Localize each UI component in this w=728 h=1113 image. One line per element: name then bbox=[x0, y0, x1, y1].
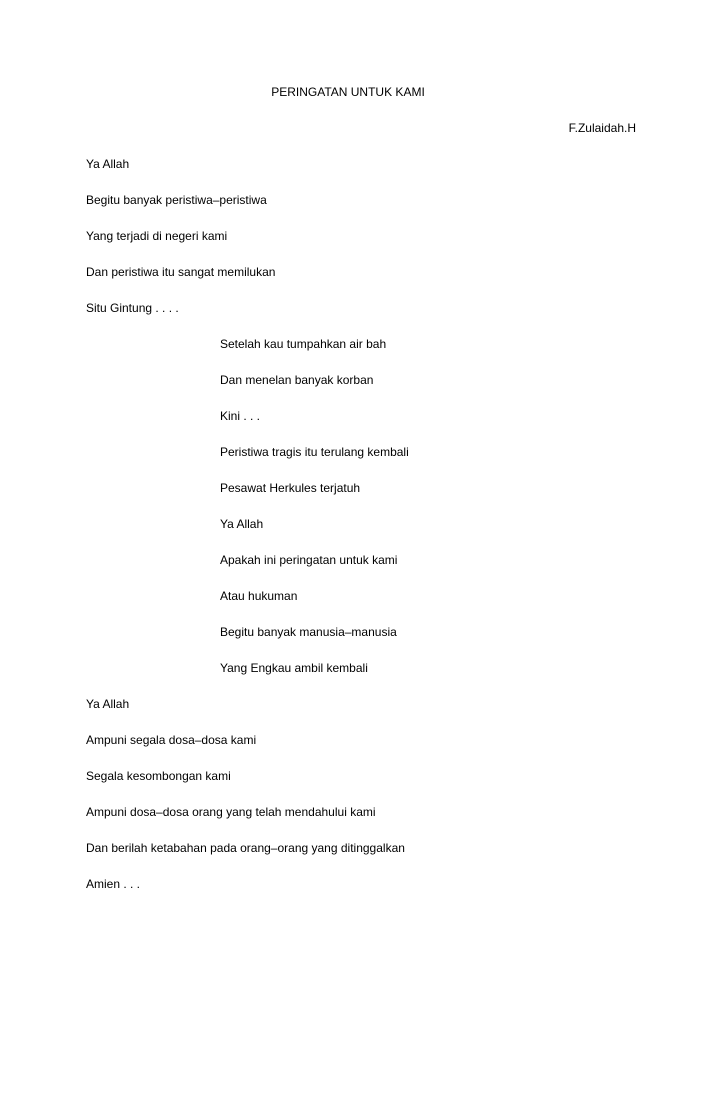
poem-line: Dan berilah ketabahan pada orang–orang yang ditinggalkan bbox=[86, 841, 405, 855]
poem-line: Setelah kau tumpahkan air bah bbox=[220, 337, 387, 351]
poem-line: Peristiwa tragis itu terulang kembali bbox=[220, 445, 409, 459]
poem-line: Dan peristiwa itu sangat memilukan bbox=[86, 265, 276, 279]
poem-line: Ampuni segala dosa–dosa kami bbox=[86, 733, 257, 747]
poem-line: Pesawat Herkules terjatuh bbox=[220, 481, 361, 495]
poem-line: Situ Gintung . . . . bbox=[86, 301, 179, 315]
poem-line: Segala kesombongan kami bbox=[86, 769, 231, 783]
poem-line: Apakah ini peringatan untuk kami bbox=[220, 553, 398, 567]
poem-line: Ya Allah bbox=[86, 157, 130, 171]
author-name: F.Zulaidah.H bbox=[568, 121, 636, 135]
poem-body bbox=[86, 156, 409, 912]
poem-line: Atau hukuman bbox=[220, 589, 298, 603]
poem-line: Ya Allah bbox=[220, 517, 264, 531]
page-title: PERINGATAN UNTUK KAMI bbox=[271, 85, 425, 99]
poem-line: Begitu banyak peristiwa–peristiwa bbox=[86, 193, 267, 207]
poem-line: Amien . . . bbox=[86, 877, 141, 891]
poem-line: Yang terjadi di negeri kami bbox=[86, 229, 228, 243]
poem-line: Ampuni dosa–dosa orang yang telah mendahului kami bbox=[86, 805, 376, 819]
poem-line: Kini . . . bbox=[220, 409, 261, 423]
poem-line: Dan menelan banyak korban bbox=[220, 373, 374, 387]
poem-line: Begitu banyak manusia–manusia bbox=[220, 625, 397, 639]
poem-line: Yang Engkau ambil kembali bbox=[220, 661, 368, 675]
poem-line: Ya Allah bbox=[86, 697, 130, 711]
